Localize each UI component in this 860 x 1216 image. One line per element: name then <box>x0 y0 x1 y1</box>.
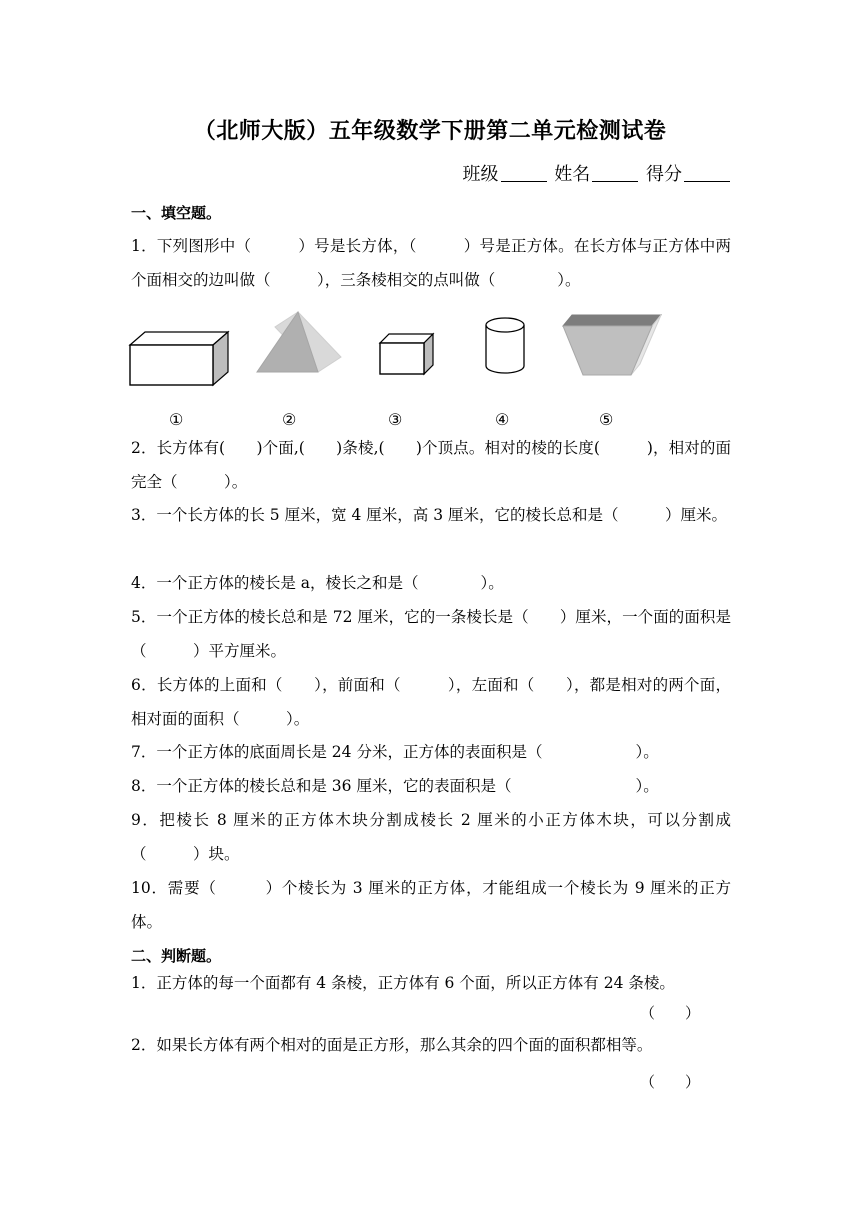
page-title: （北师大版）五年级数学下册第二单元检测试卷 <box>193 118 667 144</box>
class-blank <box>501 165 547 182</box>
student-info-line <box>463 160 732 186</box>
cuboid-icon <box>130 332 228 385</box>
figure-label-3: ③ <box>388 410 403 429</box>
figure-label-4: ④ <box>495 410 510 429</box>
judge-question-2: 2．如果长方体有两个相对的面是正方形，那么其余的四个面的面积都相等。 <box>131 1036 653 1054</box>
question-3: 3．一个长方体的长 5 厘米，宽 4 厘米，高 3 厘米，它的棱长总和是（ ）厘米。 <box>131 506 728 524</box>
score-blank <box>684 165 730 182</box>
figure-labels <box>0 410 860 430</box>
question-2: 2．长方体有( )个面,( )条棱,( )个顶点。相对的棱的长度( )，相对的面完全（ ）。 <box>131 439 731 491</box>
question-6: 6．长方体的上面和（ ），前面和（ ），左面和（ ），都是相对的两个面，相对面的面积（ ）。 <box>131 676 731 728</box>
name-label: 姓名 <box>554 164 591 185</box>
solid-figures <box>0 305 860 405</box>
section-heading-fill-in: 一、填空题。 <box>131 204 222 222</box>
triangular-prism-icon <box>257 312 341 372</box>
frustum-icon <box>563 315 661 375</box>
question-5: 5．一个正方体的棱长总和是 72 厘米，它的一条棱长是（ ）厘米，一个面的面积是（ ）平方厘米。 <box>131 608 731 660</box>
judge-answer-paren-2: （ ） <box>640 1073 701 1091</box>
figure-label-2: ② <box>282 410 297 429</box>
section-heading-true-false: 二、判断题。 <box>131 947 222 965</box>
figure-label-1: ① <box>169 410 184 429</box>
figure-label-5: ⑤ <box>599 410 614 429</box>
cylinder-icon <box>486 318 524 373</box>
question-7: 7．一个正方体的底面周长是 24 分米，正方体的表面积是（ ）。 <box>131 743 659 761</box>
cube-icon <box>380 334 433 374</box>
class-label: 班级 <box>462 164 499 185</box>
question-1: 1．下列图形中（ ）号是长方体，（ ）号是正方体。在长方体与正方体中两个面相交的边叫做（ ），三条棱相交的点叫做（ ）。 <box>131 237 731 289</box>
question-8: 8．一个正方体的棱长总和是 36 厘米，它的表面积是（ ）。 <box>131 777 659 795</box>
judge-question-1: 1．正方体的每一个面都有 4 条棱，正方体有 6 个面，所以正方体有 24 条棱。 <box>131 974 675 992</box>
judge-answer-paren-1: （ ） <box>640 1004 701 1022</box>
score-label: 得分 <box>646 164 682 185</box>
question-4: 4．一个正方体的棱长是 a，棱长之和是（ ）。 <box>131 574 504 592</box>
question-10: 10．需要（ ）个棱长为 3 厘米的正方体，才能组成一个棱长为 9 厘米的正方体。 <box>131 879 731 931</box>
name-blank <box>592 165 638 182</box>
question-9: 9．把棱长 8 厘米的正方体木块分割成棱长 2 厘米的小正方体木块，可以分割成（ ）块。 <box>131 811 731 863</box>
